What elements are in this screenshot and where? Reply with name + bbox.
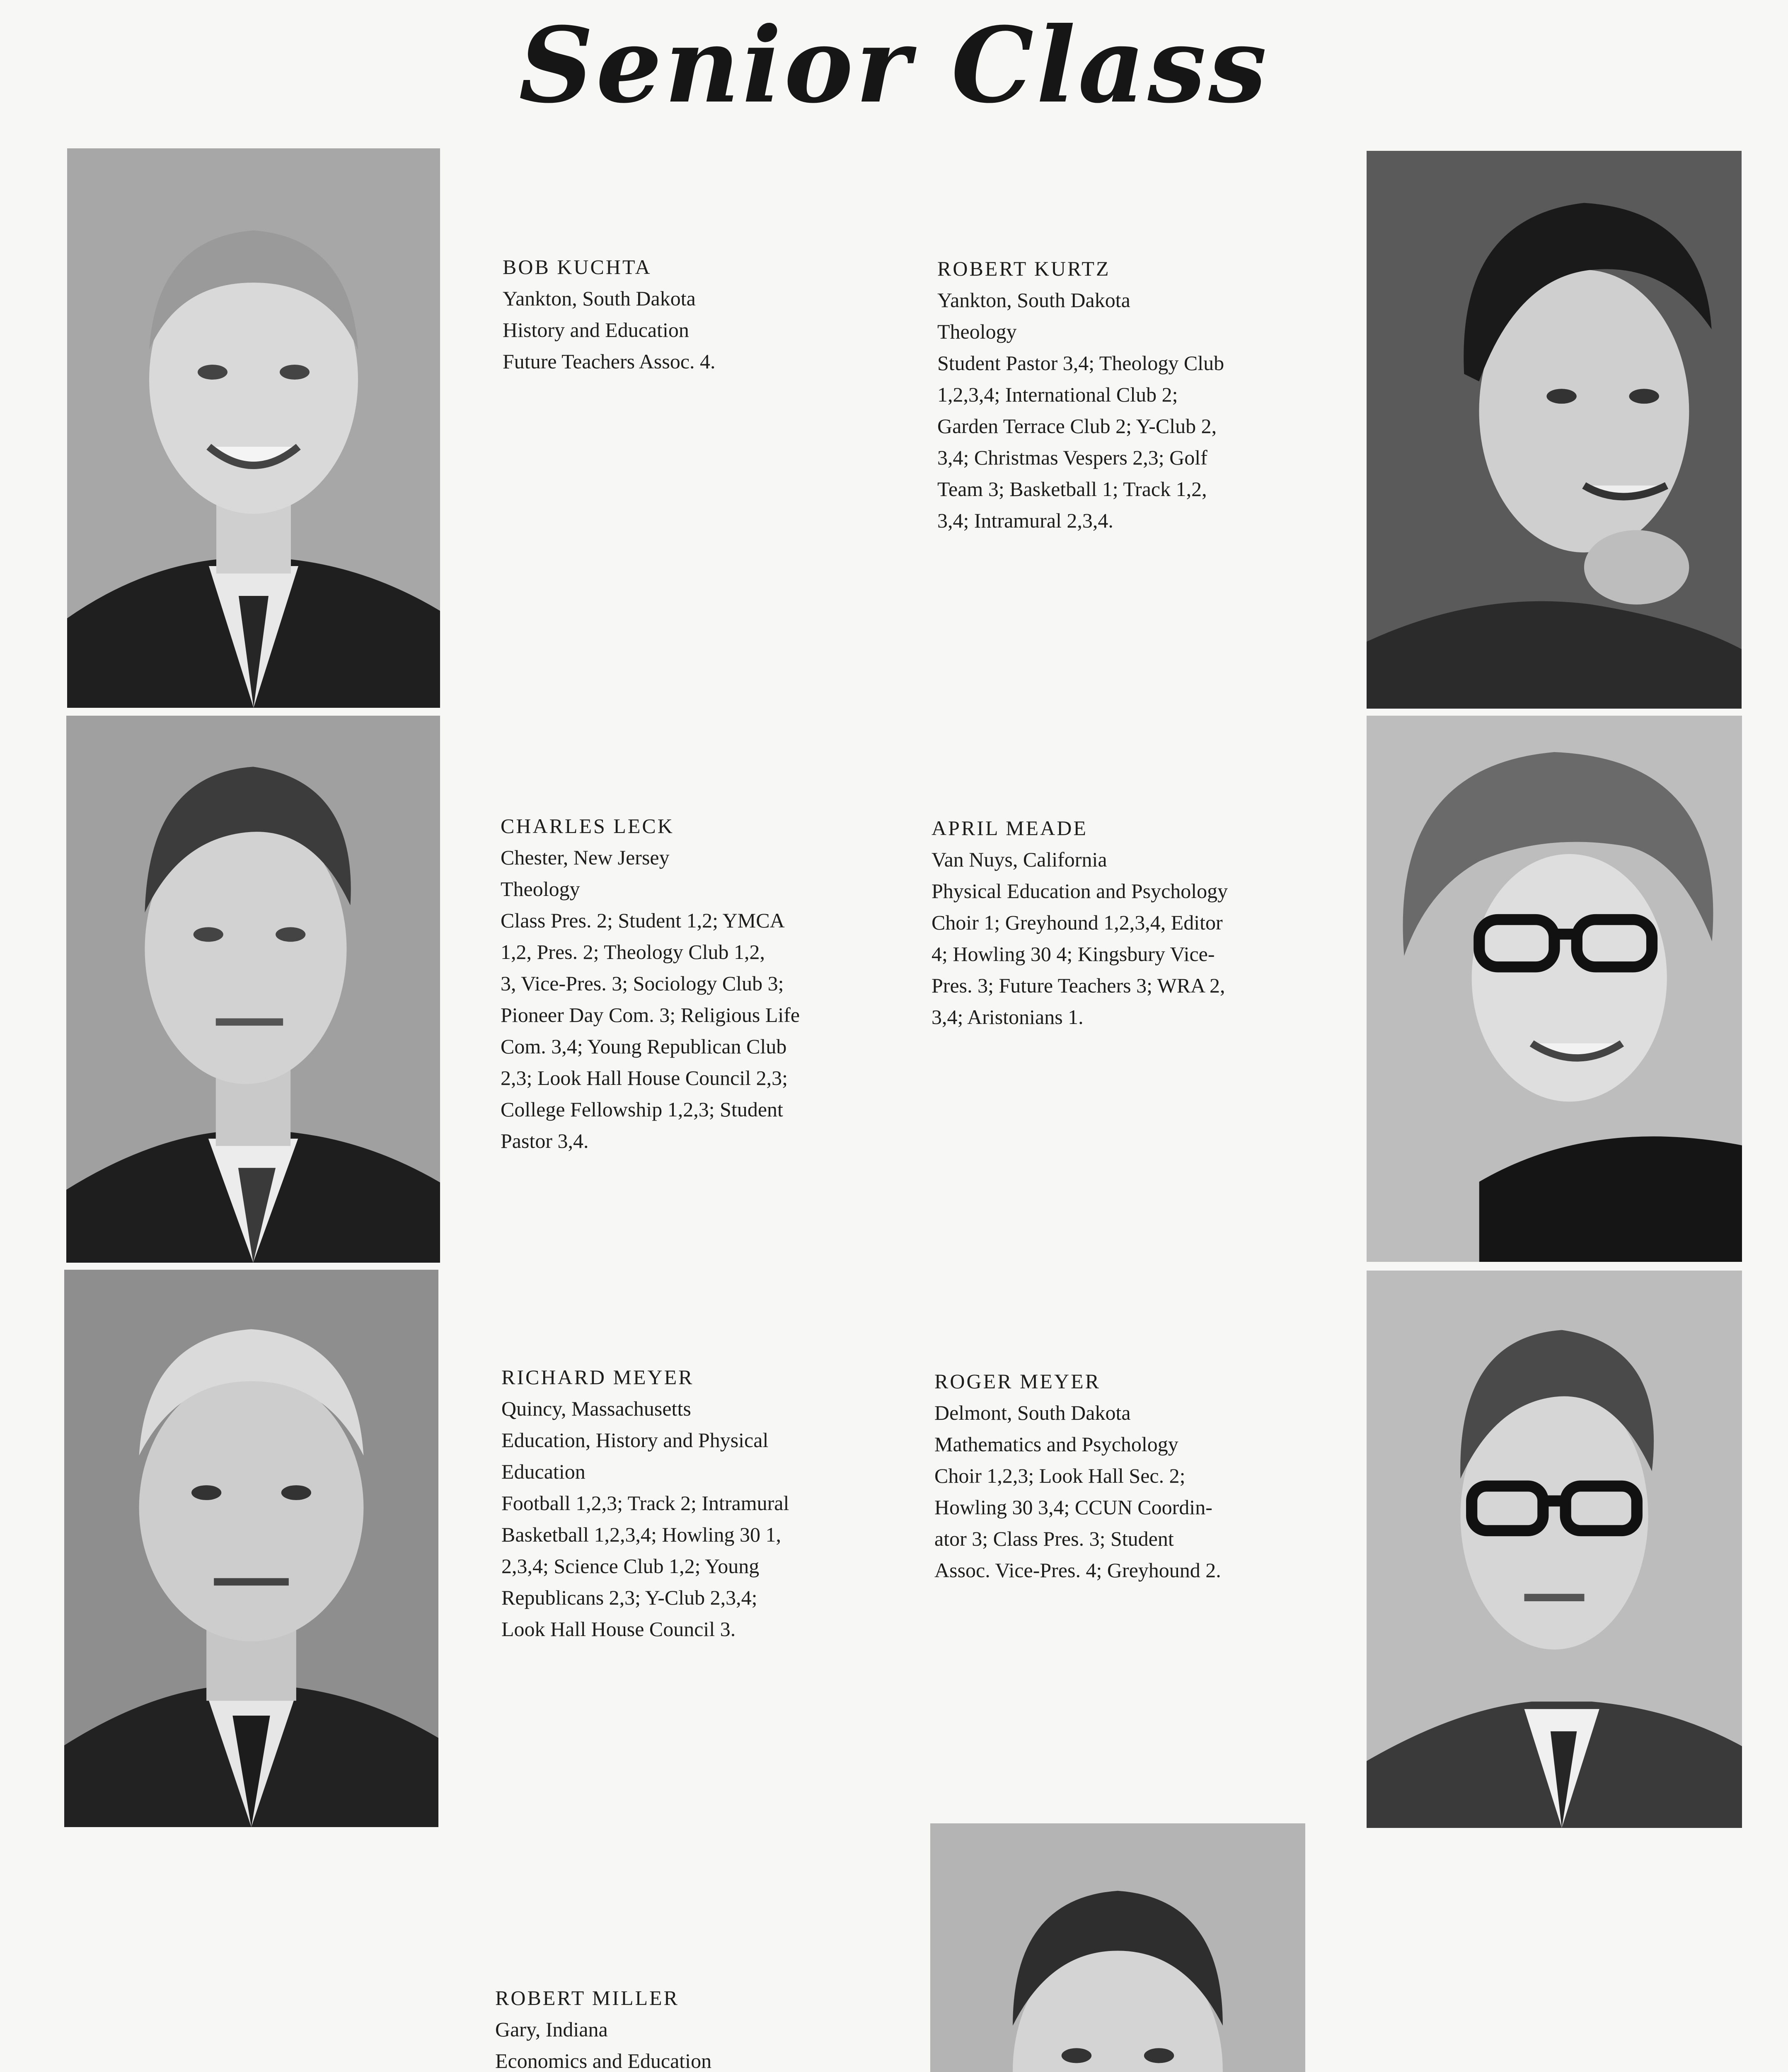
student-activity-line: Com. 3,4; Young Republican Club	[501, 1035, 787, 1058]
bio-robert-kurtz	[937, 253, 1343, 536]
student-major: Physical Education and Psychology	[932, 879, 1228, 903]
student-name: CHARLES LECK	[501, 814, 674, 838]
student-activity-line: Assoc. Vice-Pres. 4; Greyhound 2.	[934, 1559, 1221, 1582]
bio-charles-leck	[501, 810, 907, 1157]
bio-richard-meyer	[501, 1361, 907, 1645]
student-hometown: Chester, New Jersey	[501, 846, 670, 869]
student-activity-line: College Fellowship 1,2,3; Student	[501, 1098, 783, 1121]
student-activity-line: 3,4; Christmas Vespers 2,3; Golf	[937, 446, 1207, 469]
student-activity-line: Class Pres. 2; Student 1,2; YMCA	[501, 909, 785, 932]
student-activity-line: Education	[501, 1460, 586, 1483]
student-name: ROBERT MILLER	[495, 1986, 679, 2009]
portrait-april-meade	[1367, 716, 1742, 1262]
student-activity-line: Basketball 1,2,3,4; Howling 30 1,	[501, 1523, 781, 1546]
student-activity-line: Howling 30 3,4; CCUN Coordin-	[934, 1496, 1212, 1519]
student-activity-line: Republicans 2,3; Y-Club 2,3,4;	[501, 1586, 757, 1609]
student-activity-line: Student Pastor 3,4; Theology Club	[937, 351, 1224, 375]
student-activity-line: Choir 1,2,3; Look Hall Sec. 2;	[934, 1464, 1186, 1487]
student-activity-line: Choir 1; Greyhound 1,2,3,4, Editor	[932, 911, 1223, 934]
bio-robert-miller	[495, 1982, 901, 2072]
student-activity-line: Garden Terrace Club 2; Y-Club 2,	[937, 414, 1217, 438]
bio-april-meade	[932, 812, 1358, 1033]
student-major: Theology	[937, 320, 1017, 343]
student-major: Education, History and Physical	[501, 1428, 769, 1452]
student-activity-line: ator 3; Class Pres. 3; Student	[934, 1527, 1174, 1550]
portrait-bob-kuchta	[67, 148, 440, 708]
student-major: Theology	[501, 877, 580, 900]
student-name: RICHARD MEYER	[501, 1365, 694, 1389]
student-hometown: Quincy, Massachusetts	[501, 1397, 691, 1420]
student-major: History and Education	[503, 318, 689, 341]
student-activity-line: Team 3; Basketball 1; Track 1,2,	[937, 477, 1207, 501]
student-activity-line: 3,4; Aristonians 1.	[932, 1005, 1084, 1029]
student-name: APRIL MEADE	[932, 816, 1088, 840]
portrait-richard-meyer	[64, 1270, 438, 1827]
student-hometown: Yankton, South Dakota	[937, 288, 1130, 312]
student-activity-line: Look Hall House Council 3.	[501, 1617, 736, 1641]
student-hometown: Delmont, South Dakota	[934, 1401, 1131, 1424]
student-activity-line: Pastor 3,4.	[501, 1129, 589, 1152]
student-name: BOB KUCHTA	[503, 255, 652, 278]
student-hometown: Yankton, South Dakota	[503, 287, 696, 310]
portrait-robert-miller	[930, 1823, 1305, 2072]
student-hometown: Gary, Indiana	[495, 2018, 608, 2041]
student-activity-line: 3,4; Intramural 2,3,4.	[937, 509, 1113, 532]
student-activity-line: 1,2, Pres. 2; Theology Club 1,2,	[501, 940, 765, 963]
bio-bob-kuchta	[503, 251, 909, 377]
student-activity-line: 1,2,3,4; International Club 2;	[937, 383, 1178, 406]
student-name: ROBERT KURTZ	[937, 257, 1111, 280]
student-activity-line: Pioneer Day Com. 3; Religious Life	[501, 1003, 800, 1026]
student-major: Mathematics and Psychology	[934, 1433, 1178, 1456]
student-major: Economics and Education	[495, 2049, 712, 2072]
page-title: Senior Class	[518, 4, 1270, 126]
portrait-roger-meyer	[1367, 1271, 1742, 1828]
student-activity-line: Future Teachers Assoc. 4.	[503, 350, 716, 373]
student-activity-line: Pres. 3; Future Teachers 3; WRA 2,	[932, 974, 1225, 997]
portrait-robert-kurtz	[1367, 151, 1742, 709]
student-hometown: Van Nuys, California	[932, 848, 1107, 871]
student-activity-line: 2,3,4; Science Club 1,2; Young	[501, 1554, 760, 1578]
student-activity-line: 4; Howling 30 4; Kingsbury Vice-	[932, 942, 1215, 966]
bio-roger-meyer	[934, 1365, 1361, 1586]
portrait-charles-leck	[66, 716, 440, 1263]
student-activity-line: 3, Vice-Pres. 3; Sociology Club 3;	[501, 972, 784, 995]
student-activity-line: 2,3; Look Hall House Council 2,3;	[501, 1066, 788, 1089]
student-name: ROGER MEYER	[934, 1370, 1101, 1393]
student-activity-line: Football 1,2,3; Track 2; Intramural	[501, 1491, 789, 1515]
